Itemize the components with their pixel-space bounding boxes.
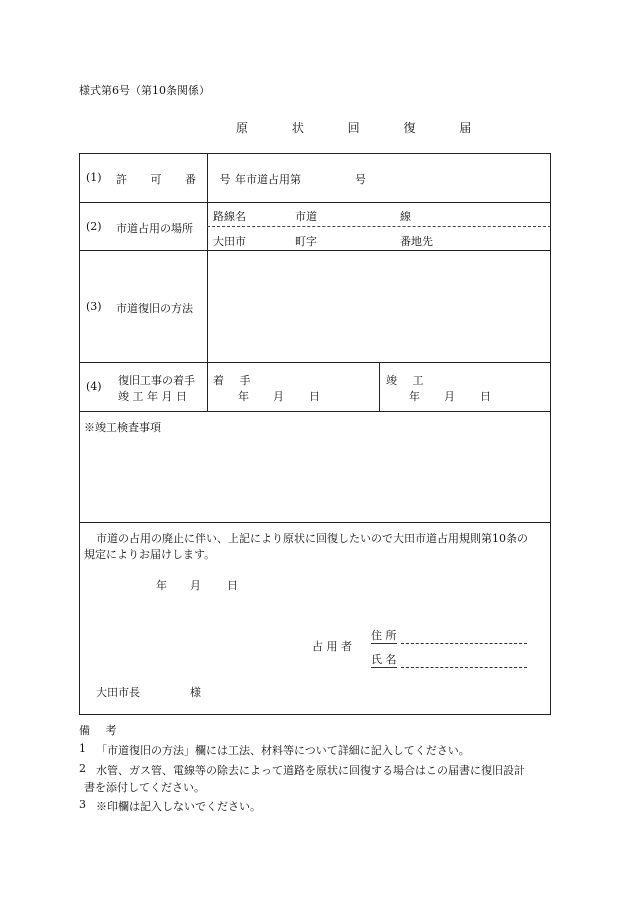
row1-number: (1) — [86, 171, 102, 184]
permit-number-suffix: 号 — [355, 173, 366, 186]
name-label: 氏 名 — [371, 653, 397, 666]
declaration-line1: 市道の占用の廃止に伴い、上記により原状に回復したいので大田市道占用規則第10条の — [96, 532, 528, 545]
occupant-label: 占 用 者 — [312, 640, 352, 653]
address-label: 住 所 — [371, 629, 397, 642]
start-label: 着 手 — [213, 374, 257, 387]
dashed-divider — [207, 226, 551, 227]
row1-label: 許 可 番 号 — [116, 173, 241, 186]
completion-day: 日 — [480, 390, 491, 403]
declaration-line2: 規定によりお届けします。 — [84, 548, 216, 561]
note-1-number: 1 — [79, 742, 86, 755]
row4-label-line1: 復旧工事の着手 — [118, 374, 195, 387]
divider — [79, 202, 551, 203]
completion-year: 年 — [409, 390, 420, 403]
occupant-name-row — [371, 651, 527, 668]
note-3-number: 3 — [79, 798, 86, 811]
row3-number: (3) — [86, 300, 102, 313]
note-3-text: ※印欄は記入しないでください。 — [96, 800, 261, 813]
row4-label-line2: 竣 工 年 月 日 — [118, 390, 187, 403]
column-divider — [207, 153, 208, 411]
note-2-number: 2 — [79, 762, 86, 775]
addressee-honorific: 様 — [190, 686, 201, 699]
start-year: 年 — [238, 390, 249, 403]
row2-number: (2) — [86, 220, 102, 233]
city-label: 大田市 — [213, 235, 246, 248]
route-city-road: 市道 — [295, 210, 317, 223]
note-1-text: 「市道復旧の方法」欄には工法、材料等について詳細に記入してください。 — [96, 744, 470, 757]
inspection-label: ※竣工検査事項 — [84, 421, 161, 434]
completion-month: 月 — [444, 390, 455, 403]
declaration-day: 日 — [227, 579, 238, 592]
declaration-month: 月 — [190, 579, 201, 592]
note-2-text: 水管、ガス管、電線等の除去によって道路を原状に回復する場合はこの届書に復旧設計 — [96, 764, 525, 777]
address-suffix: 番地先 — [400, 235, 433, 248]
divider — [79, 250, 551, 251]
row3-label: 市道復旧の方法 — [116, 302, 193, 315]
start-month: 月 — [273, 390, 284, 403]
name-line — [401, 657, 527, 668]
occupant-address-row — [371, 627, 527, 644]
permit-number-prefix: 年市道占用第 — [235, 173, 301, 186]
addressee-mayor: 大田市長 — [96, 686, 140, 699]
row2-label: 市道占用の場所 — [116, 222, 193, 235]
route-suffix: 線 — [400, 210, 411, 223]
divider — [79, 411, 551, 412]
form-number: 様式第6号（第10条関係） — [79, 84, 210, 97]
address-line — [401, 633, 527, 644]
route-name-label: 路線名 — [213, 210, 246, 223]
note-2-continuation: 書を添付してください。 — [84, 781, 205, 794]
start-day: 日 — [309, 390, 320, 403]
town-label: 町字 — [295, 235, 317, 248]
column-divider — [379, 362, 380, 411]
row4-number: (4) — [86, 380, 102, 393]
completion-label: 竣 工 — [386, 374, 430, 387]
divider — [79, 362, 551, 363]
notes-heading: 備 考 — [79, 724, 123, 737]
declaration-year: 年 — [156, 579, 167, 592]
divider — [79, 522, 551, 523]
page-title: 原 状 回 復 届 — [236, 121, 492, 135]
